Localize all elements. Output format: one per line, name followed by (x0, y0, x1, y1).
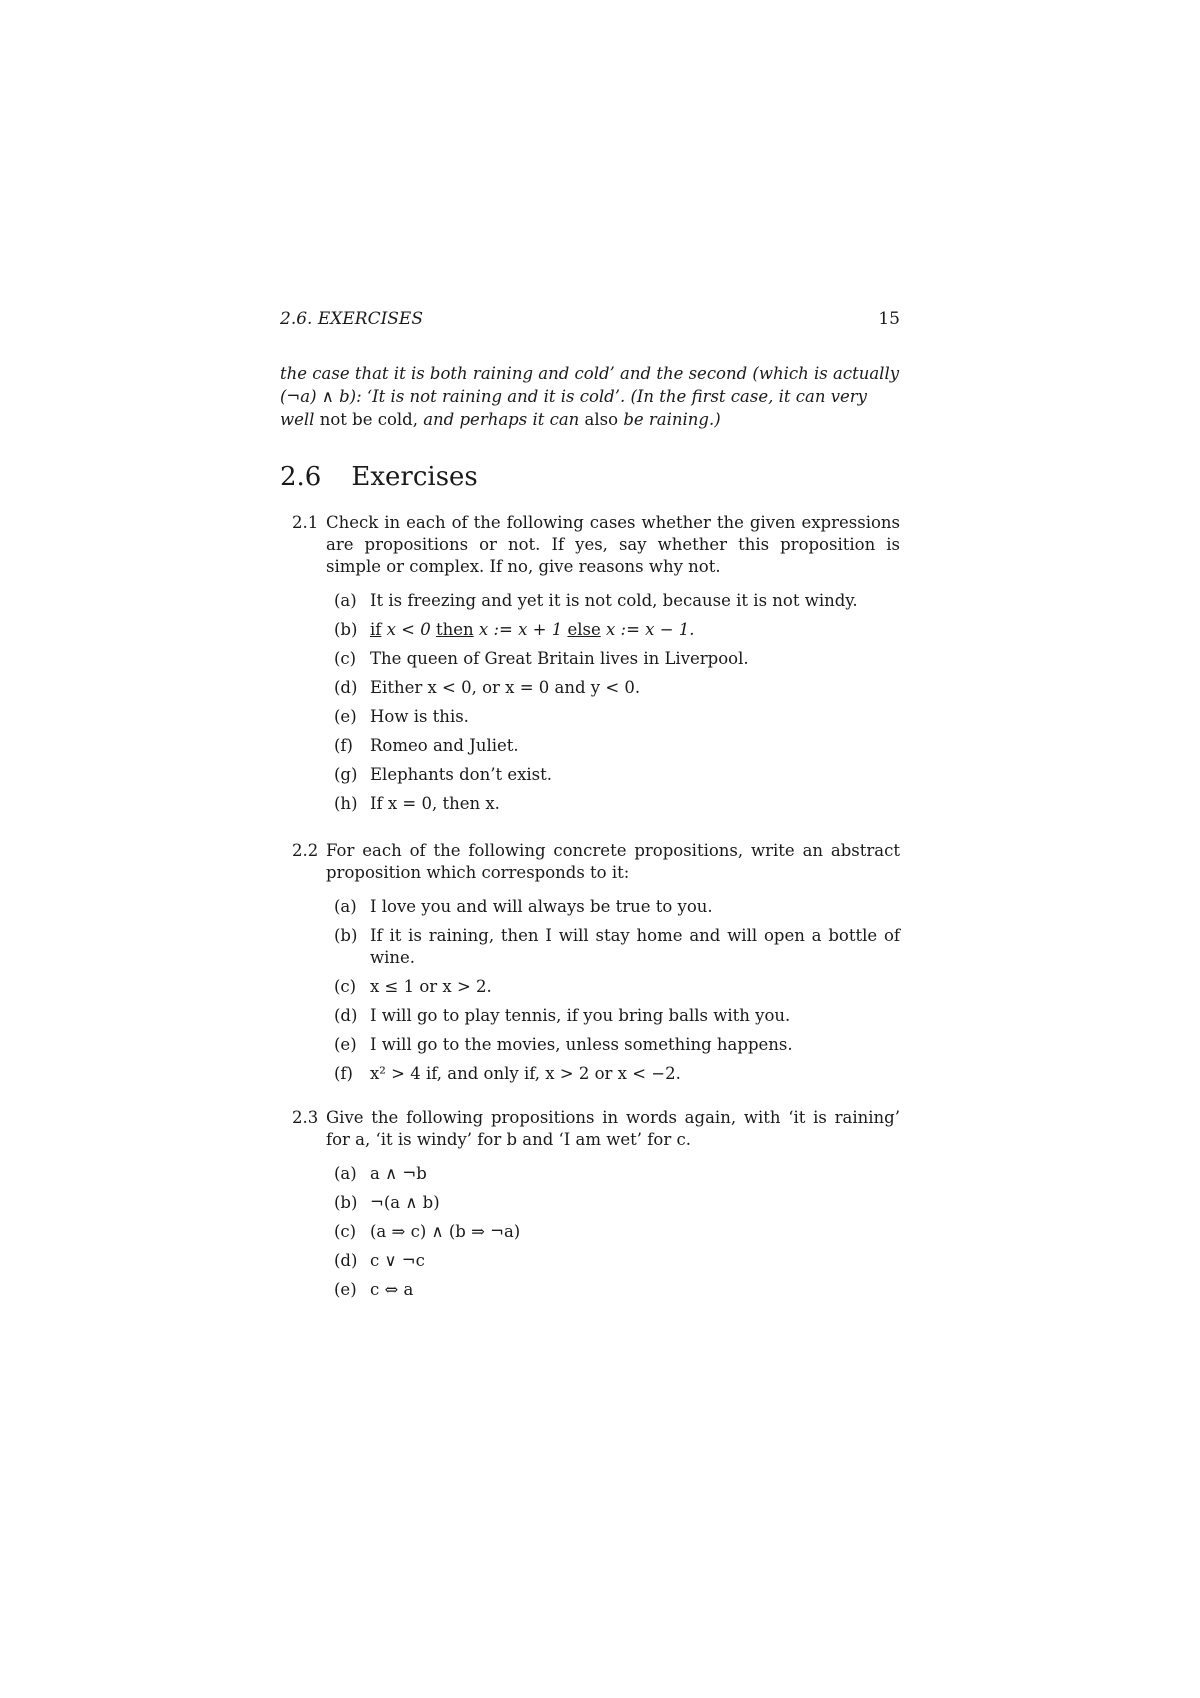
list-item: (f) Romeo and Juliet. (334, 736, 519, 755)
intro-line-2: (¬a) ∧ b): ‘It is not raining and it is cold’. (In the first case, it can very (280, 387, 867, 406)
list-item: (d) c ∨ ¬c (334, 1251, 425, 1270)
list-item: (a) It is freezing and yet it is not cold, because it is not windy. (334, 591, 858, 610)
exercise-number: 2.1 (292, 513, 319, 532)
section-number: 2.6 (280, 462, 322, 492)
list-item: (g) Elephants don’t exist. (334, 765, 553, 784)
list-item: (b) ¬(a ∧ b) (334, 1193, 440, 1212)
list-item: (c) (a ⇒ c) ∧ (b ⇒ ¬a) (334, 1222, 521, 1241)
list-item: (d) I will go to play tennis, if you bring balls with you. (334, 1006, 791, 1025)
list-item: (d) Either x < 0, or x = 0 and y < 0. (334, 678, 641, 697)
list-item: (c) The queen of Great Britain lives in Liverpool. (334, 649, 749, 668)
running-header (280, 309, 900, 329)
list-item: (h) If x = 0, then x. (334, 794, 500, 813)
page-number: 15 (878, 309, 900, 329)
exercise-number: 2.3 (292, 1108, 319, 1127)
exercise-items (334, 590, 900, 815)
list-item: (a) I love you and will always be true to you. (334, 897, 713, 916)
list-item: (f) x² > 4 if, and only if, x > 2 or x < −2. (334, 1064, 681, 1083)
exercise-items (334, 896, 900, 1085)
exercise-items (334, 1163, 900, 1301)
intro-line-3: well not be cold, and perhaps it can also be raining.) (280, 410, 721, 429)
list-item: (b) if x < 0 then x := x + 1 else x := x − 1. (334, 620, 695, 639)
exercise-text: Check in each of the following cases whether the given expressions are propositions or not. If yes, say whether this proposition is simple or complex. If no, give reasons why not. (326, 513, 900, 576)
section-heading (280, 462, 900, 492)
exercise-2-3 (292, 1107, 900, 1308)
header-section-title: 2.6. EXERCISES (280, 309, 423, 329)
exercise-2-1 (292, 512, 900, 822)
intro-line-1: the case that it is both raining and cold’ and the second (which is actually (280, 364, 900, 383)
exercise-number: 2.2 (292, 841, 319, 860)
exercise-text: Give the following propositions in words again, with ‘it is raining’ for a, ‘it is windy’ for b and ‘I am wet’ for c. (326, 1108, 900, 1149)
list-item: (e) c ⇔ a (334, 1280, 414, 1299)
list-item: (e) How is this. (334, 707, 469, 726)
list-item: (a) a ∧ ¬b (334, 1164, 427, 1183)
list-item: (c) x ≤ 1 or x > 2. (334, 977, 492, 996)
exercise-2-2 (292, 840, 900, 1092)
section-title: Exercises (351, 462, 478, 492)
list-item: (e) I will go to the movies, unless something happens. (334, 1035, 793, 1054)
exercise-text: For each of the following concrete propositions, write an abstract proposition which corresponds to it: (326, 841, 900, 882)
intro-paragraph (280, 362, 900, 431)
list-item: (b) If it is raining, then I will stay home and will open a bottle of wine. (334, 926, 900, 967)
